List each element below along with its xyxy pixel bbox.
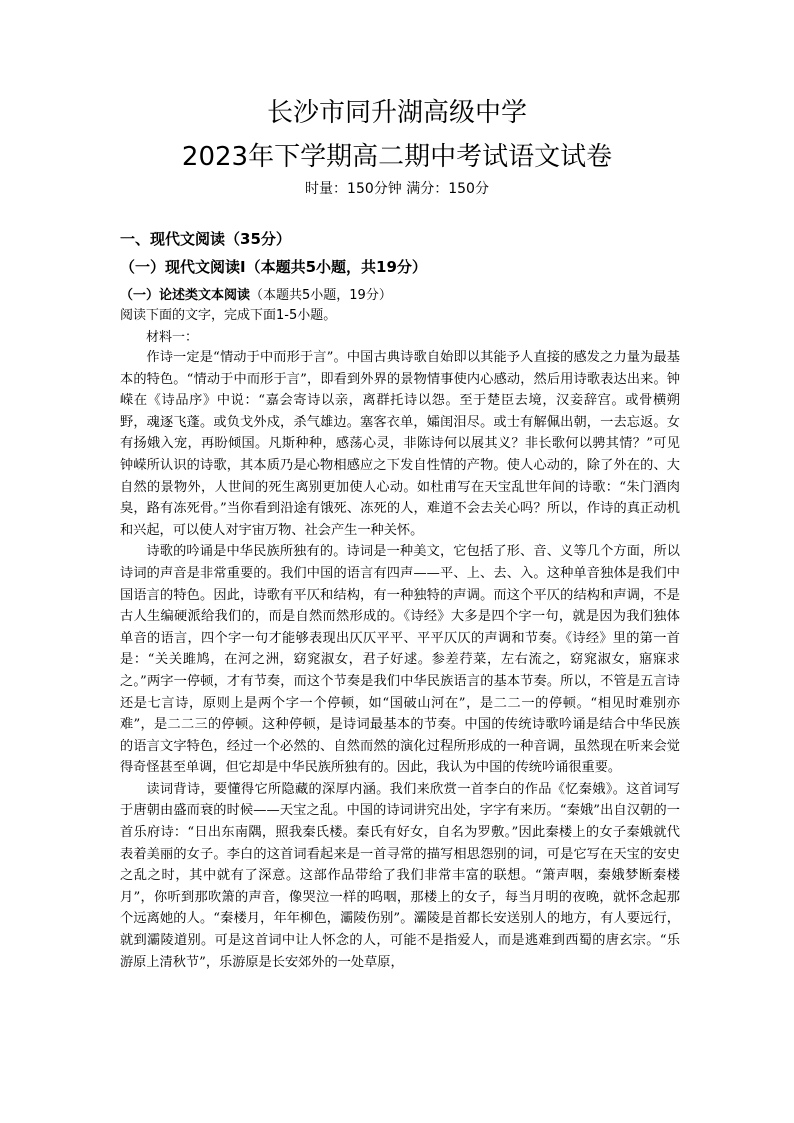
reading-instruction: 阅读下面的文字，完成下面1-5小题。 — [120, 308, 337, 323]
passage-paragraph: 作诗一定是“情动于中而形于言”。中国古典诗歌自始即以其能予人直接的感发之力量为最基本的特色。“情动于中而形于言”，即看到外界的景物情事使内心感动，然后用诗歌表达出来。钟嵘在《诗品序》中说：“嘉会寄诗以亲，离群托诗以怨。至于楚臣去境，汉妾辞宫。或骨横朔野，魂逐飞蓬。或负戈外戍，杀气雄边。塞客衣单，孀闺泪尽。或士有解佩出朝，一去忘返。女有扬娥入宠，再盼倾国。凡斯种种，感荡心灵，非陈诗何以展其义？非长歌何以骋其情？”可见钟嵘所认识的诗歌，其本质乃是心物相感应之下发自性情的产物。使人心动的，除了外在的、大自然的景物外，人世间的死生离别更加使人心动。如杜甫写在天宝乱世年间的诗歌：“朱门酒肉臭，路有冻死骨。”当你看到沿途有饿死、冻死的人，难道不会去关心吗？所以，作诗的真正动机和兴起，可以使人对宇宙万物、社会产生一种关怀。 — [120, 350, 680, 538]
subsection-heading: （一）现代文阅读Ⅰ（本题共5小题，共19分） — [120, 258, 427, 276]
part-note: （本题共5小题，19分） — [250, 288, 392, 303]
passage-paragraph: 读词背诗，要懂得它所隐藏的深厚内涵。我们来欣赏一首李白的作品《忆秦娥》。这首词写于唐朝由盛而衰的时候——天宝之乱。中国的诗词讲究出处，字字有来历。“秦娥”出自汉朝的一首乐府诗：“日出东南隅，照我秦氏楼。秦氏有好女，自名为罗敷。”因此秦楼上的女子秦娥就代表着美丽的女子。李白的这首词看起来是一首寻常的描写相思怨别的词，可是它写在天宝的安史之乱之时，其中就有了深意。这部作品带给了我们非常丰富的联想。“箫声咽，秦娥梦断秦楼月”，你听到那吹箫的声音，像哭泣一样的呜咽，那楼上的女子，每当月明的夜晚，就怀念起那个远离她的人。“秦楼月，年年柳色，灞陵伤别”。灞陵是首都长安送别人的地方，有人要远行，就到灞陵道别。可是这首词中让人怀念的人，可能不是指爱人，而是逃难到西蜀的唐玄宗。“乐游原上清秋节”，乐游原是长安郊外的一处草原， — [120, 781, 680, 970]
time-and-score: 时量：150分钟 满分：150分 — [305, 181, 489, 197]
passage-paragraph: 诗歌的吟诵是中华民族所独有的。诗词是一种美文，它包括了形、音、义等几个方面，所以诗词的声音是非常重要的。我们中国的语言有四声——平、上、去、入。这种单音独体是我们中国语言的特色。因此，诗歌有平仄和结构，有一种独特的声调。而这个平仄的结构和声调，不是古人生编硬派给我们的，而是自然而然形成的。《诗经》大多是四个字一句，就是因为我们独体单音的语言，四个字一句才能够表现出仄仄平平、平平仄仄的声调和节奏。《诗经》里的第一首是：“关关雎鸠，在河之洲，窈窕淑女，君子好逑。参差荇菜，左右流之，窈窕淑女，寤寐求之。”两字一停顿，才有节奏，而这个节奏是我们中华民族语言的基本节奏。所以，不管是五言诗还是七言诗，原则上是两个字一个停顿，如“国破山河在”，是二二一的停顿。“相见时难别亦难”，是二二三的停顿。这种停顿，是诗词最基本的节奏。中国的传统诗歌吟诵是结合中华民族的语言文字特色，经过一个必然的、自然而然的演化过程所形成的一种音调，虽然现在听来会觉得奇怪甚至单调，但它却是中华民族所独有的。因此，我认为中国的传统吟诵很重要。 — [120, 544, 680, 776]
exam-title: 2023年下学期高二期中考试语文试卷 — [181, 142, 613, 172]
reading-passage — [120, 347, 680, 973]
part-heading — [120, 286, 392, 306]
material-label: 材料一： — [146, 330, 199, 345]
section-heading: 一、现代文阅读（35分） — [120, 230, 291, 248]
part-label: （一）论述类文本阅读 — [120, 288, 251, 303]
school-name: 长沙市同升湖高级中学 — [266, 98, 527, 128]
